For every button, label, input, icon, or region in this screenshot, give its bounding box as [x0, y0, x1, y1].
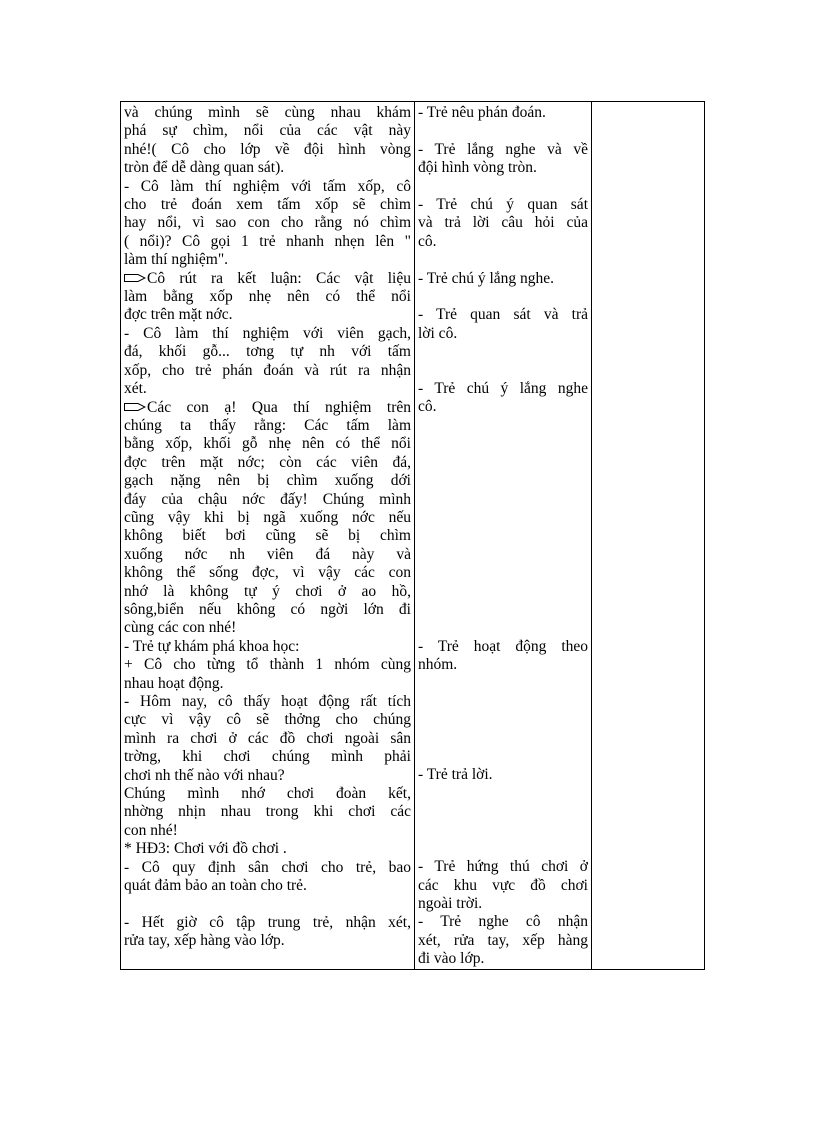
text-line	[124, 214, 411, 232]
line-text: đi vào lớp.	[418, 950, 485, 968]
text-line	[418, 913, 588, 931]
blank-line	[418, 178, 588, 196]
line-text: trờng, khi chơi chúng mình phải	[124, 748, 411, 766]
line-text: làm thí nghiệm".	[124, 251, 229, 269]
text-line	[418, 325, 588, 343]
text-line	[418, 214, 588, 232]
line-text: - Trẻ hứng thú chơi ở	[418, 858, 588, 876]
line-text: ngoài trời.	[418, 895, 483, 913]
line-text: hay nổi, vì sao con cho rằng nó chìm	[124, 214, 411, 232]
blank-line	[418, 343, 588, 361]
text-line	[124, 822, 411, 840]
text-line	[124, 159, 411, 177]
text-line	[124, 638, 411, 656]
blank-line	[418, 674, 588, 692]
text-line	[418, 656, 588, 674]
line-text: - Trẻ trả lời.	[418, 766, 493, 784]
text-line	[124, 270, 411, 288]
line-text: tròn để dễ dàng quan sát).	[124, 159, 285, 177]
line-text: phá sự chìm, nổi của các vật này	[124, 122, 411, 140]
text-line	[418, 159, 588, 177]
text-line	[124, 417, 411, 435]
line-text: - Trẻ quan sát và trả	[418, 306, 588, 324]
line-text: cho trẻ đoán xem tấm xốp sẽ chìm	[124, 196, 411, 214]
line-text: - Hôm nay, cô thấy hoạt động rất tích	[124, 693, 411, 710]
text-line	[124, 196, 411, 214]
text-line	[124, 730, 411, 748]
line-text: quát đảm bảo an toàn cho trẻ.	[124, 877, 307, 895]
line-text: Các con ạ! Qua thí nghiệm trên	[147, 398, 411, 416]
text-line	[124, 362, 411, 380]
text-line	[418, 233, 588, 251]
teacher-activity-cell	[121, 102, 415, 970]
blank-line	[418, 619, 588, 637]
line-text: mình ra chơi ở các đồ chơi ngoài sân	[124, 729, 411, 747]
line-text: nhớ là không tự ý chơi ở ao hồ,	[124, 582, 411, 600]
text-line	[124, 748, 411, 766]
text-line	[124, 932, 411, 950]
blank-line	[418, 490, 588, 508]
text-line	[124, 840, 411, 858]
line-text: nhau hoạt động.	[124, 674, 224, 692]
text-line	[418, 380, 588, 398]
blank-line	[418, 362, 588, 380]
text-line	[124, 491, 411, 509]
line-text: cô.	[418, 398, 437, 416]
lesson-plan-table	[120, 101, 705, 970]
text-line	[124, 141, 411, 159]
table-row	[121, 102, 705, 970]
line-text: xốp, cho trẻ phán đoán và rút ra nhận	[124, 361, 411, 379]
text-line	[418, 877, 588, 895]
text-line	[124, 693, 411, 711]
text-line	[124, 435, 411, 453]
text-line	[124, 675, 411, 693]
blank-line	[124, 895, 411, 913]
text-line	[418, 932, 588, 950]
text-line	[124, 288, 411, 306]
blank-line	[418, 803, 588, 821]
blank-line	[418, 748, 588, 766]
line-text: lời cô.	[418, 324, 458, 342]
line-text: - Cô làm thí nghiệm với tấm xốp, cô	[124, 177, 411, 195]
line-text: và trả lời câu hỏi của	[418, 214, 588, 232]
text-line	[418, 766, 588, 784]
line-text: đợc trên mặt nớc; còn các viên đá,	[124, 453, 411, 471]
text-line	[418, 398, 588, 416]
blank-line	[418, 546, 588, 564]
line-text: - Trẻ chú ý quan sát	[418, 196, 588, 213]
blank-line	[418, 564, 588, 582]
blank-line	[418, 122, 588, 140]
line-text: nhé!( Cô cho lớp về đội hình vòng	[124, 140, 411, 158]
text-line	[124, 178, 411, 196]
line-text: Chúng mình nhớ chơi đoàn kết,	[124, 785, 411, 803]
blank-line	[418, 711, 588, 729]
text-line	[124, 251, 411, 269]
right-arrow-icon	[124, 272, 146, 284]
blank-line	[418, 840, 588, 858]
line-text: đá, khối gỗ... tơng tự nh với tấm	[124, 343, 411, 361]
line-text: cùng các con nhé!	[124, 619, 237, 637]
blank-line	[418, 821, 588, 839]
line-text: - Trẻ hoạt động theo	[418, 637, 588, 655]
line-text: chúng ta thấy rằng: Các tấm làm	[124, 416, 411, 434]
text-line	[124, 472, 411, 490]
text-line	[418, 858, 588, 876]
line-text: xét.	[124, 380, 147, 398]
line-text: - Hết giờ cô tập trung trẻ, nhận xét,	[124, 913, 411, 931]
text-line	[124, 546, 411, 564]
line-text: cực vì vậy cô sẽ thởng cho chúng	[124, 711, 411, 729]
blank-line	[418, 417, 588, 435]
text-line	[124, 914, 411, 932]
line-text: * HĐ3: Chơi với đồ chơi .	[124, 840, 287, 858]
text-line	[124, 104, 411, 122]
line-text: không thể sống đợc, vì vậy các con	[124, 564, 411, 582]
right-arrow-icon	[124, 401, 146, 413]
line-text: + Cô cho từng tổ thành 1 nhóm cùng	[124, 656, 411, 674]
text-line	[124, 380, 411, 398]
line-text: các khu vực đồ chơi	[418, 876, 588, 894]
blank-line	[418, 693, 588, 711]
child-activity-cell	[415, 102, 592, 970]
line-text: không biết bơi cũng sẽ bị chìm	[124, 527, 411, 545]
line-text: và chúng mình sẽ cùng nhau khám	[124, 104, 411, 121]
line-text: cũng vậy khi bị ngã xuống nớc nếu	[124, 508, 411, 526]
line-text: Cô rút ra kết luận: Các vật liệu	[147, 269, 411, 287]
blank-line	[418, 435, 588, 453]
line-text: - Trẻ lắng nghe và về	[418, 140, 588, 158]
text-line	[124, 564, 411, 582]
text-line	[124, 619, 411, 637]
text-line	[124, 711, 411, 729]
line-text: - Trẻ nghe cô nhận	[418, 913, 588, 931]
text-line	[124, 656, 411, 674]
line-text: ( nổi)? Cô gọi 1 trẻ nhanh nhẹn lên "	[124, 232, 411, 250]
text-line	[124, 803, 411, 821]
text-line	[124, 325, 411, 343]
blank-line	[418, 472, 588, 490]
text-line	[124, 509, 411, 527]
text-line	[124, 601, 411, 619]
line-text: rửa tay, xếp hàng vào lớp.	[124, 932, 285, 950]
text-line	[124, 767, 411, 785]
text-line	[124, 343, 411, 361]
text-line	[124, 877, 411, 895]
line-text: chơi nh thế nào với nhau?	[124, 766, 285, 784]
line-text: - Trẻ chú ý lắng nghe	[418, 380, 588, 397]
text-line	[124, 454, 411, 472]
text-line	[418, 306, 588, 324]
line-text: - Trẻ chú ý lắng nghe.	[418, 269, 555, 287]
line-text: - Cô làm thí nghiệm với viên gạch,	[124, 324, 411, 342]
line-text: sông,biển nếu không có ngời lớn đi	[124, 600, 411, 618]
text-line	[418, 950, 588, 968]
text-line	[418, 141, 588, 159]
line-text: đáy của chậu nớc đấy! Chúng mình	[124, 490, 411, 508]
text-line	[124, 785, 411, 803]
text-line	[418, 638, 588, 656]
line-text: làm bằng xốp nhẹ nên có thể nổi	[124, 288, 411, 306]
text-line	[418, 104, 588, 122]
text-line	[124, 233, 411, 251]
line-text: con nhé!	[124, 821, 178, 839]
line-text: xuống nớc nh viên đá này và	[124, 545, 411, 563]
blank-line	[418, 582, 588, 600]
text-line	[124, 859, 411, 877]
blank-line	[418, 527, 588, 545]
line-text: - Cô quy định sân chơi cho trẻ, bao	[124, 858, 411, 876]
line-text: nhờng nhịn nhau trong khi chơi các	[124, 803, 411, 821]
blank-line	[418, 729, 588, 747]
line-text: xét, rửa tay, xếp hàng	[418, 931, 588, 949]
line-text: - Trẻ tự khám phá khoa học:	[124, 637, 300, 655]
text-line	[418, 270, 588, 288]
notes-cell	[592, 102, 705, 970]
blank-line	[418, 601, 588, 619]
text-line	[124, 306, 411, 324]
text-line	[124, 527, 411, 545]
line-text: nhóm.	[418, 655, 458, 673]
blank-line	[418, 454, 588, 472]
blank-line	[418, 785, 588, 803]
text-line	[124, 399, 411, 417]
line-text: đợc trên mặt nớc.	[124, 306, 233, 324]
blank-line	[418, 509, 588, 527]
blank-line	[418, 288, 588, 306]
line-text: cô.	[418, 232, 437, 250]
line-text: đội hình vòng tròn.	[418, 159, 537, 177]
text-line	[418, 196, 588, 214]
line-text: - Trẻ nêu phán đoán.	[418, 104, 546, 121]
text-line	[124, 122, 411, 140]
line-text: bằng xốp, khối gỗ nhẹ nên có thể nổi	[124, 435, 411, 453]
text-line	[418, 895, 588, 913]
line-text: gạch nặng nên bị chìm xuống dới	[124, 472, 411, 490]
blank-line	[418, 251, 588, 269]
text-line	[124, 583, 411, 601]
